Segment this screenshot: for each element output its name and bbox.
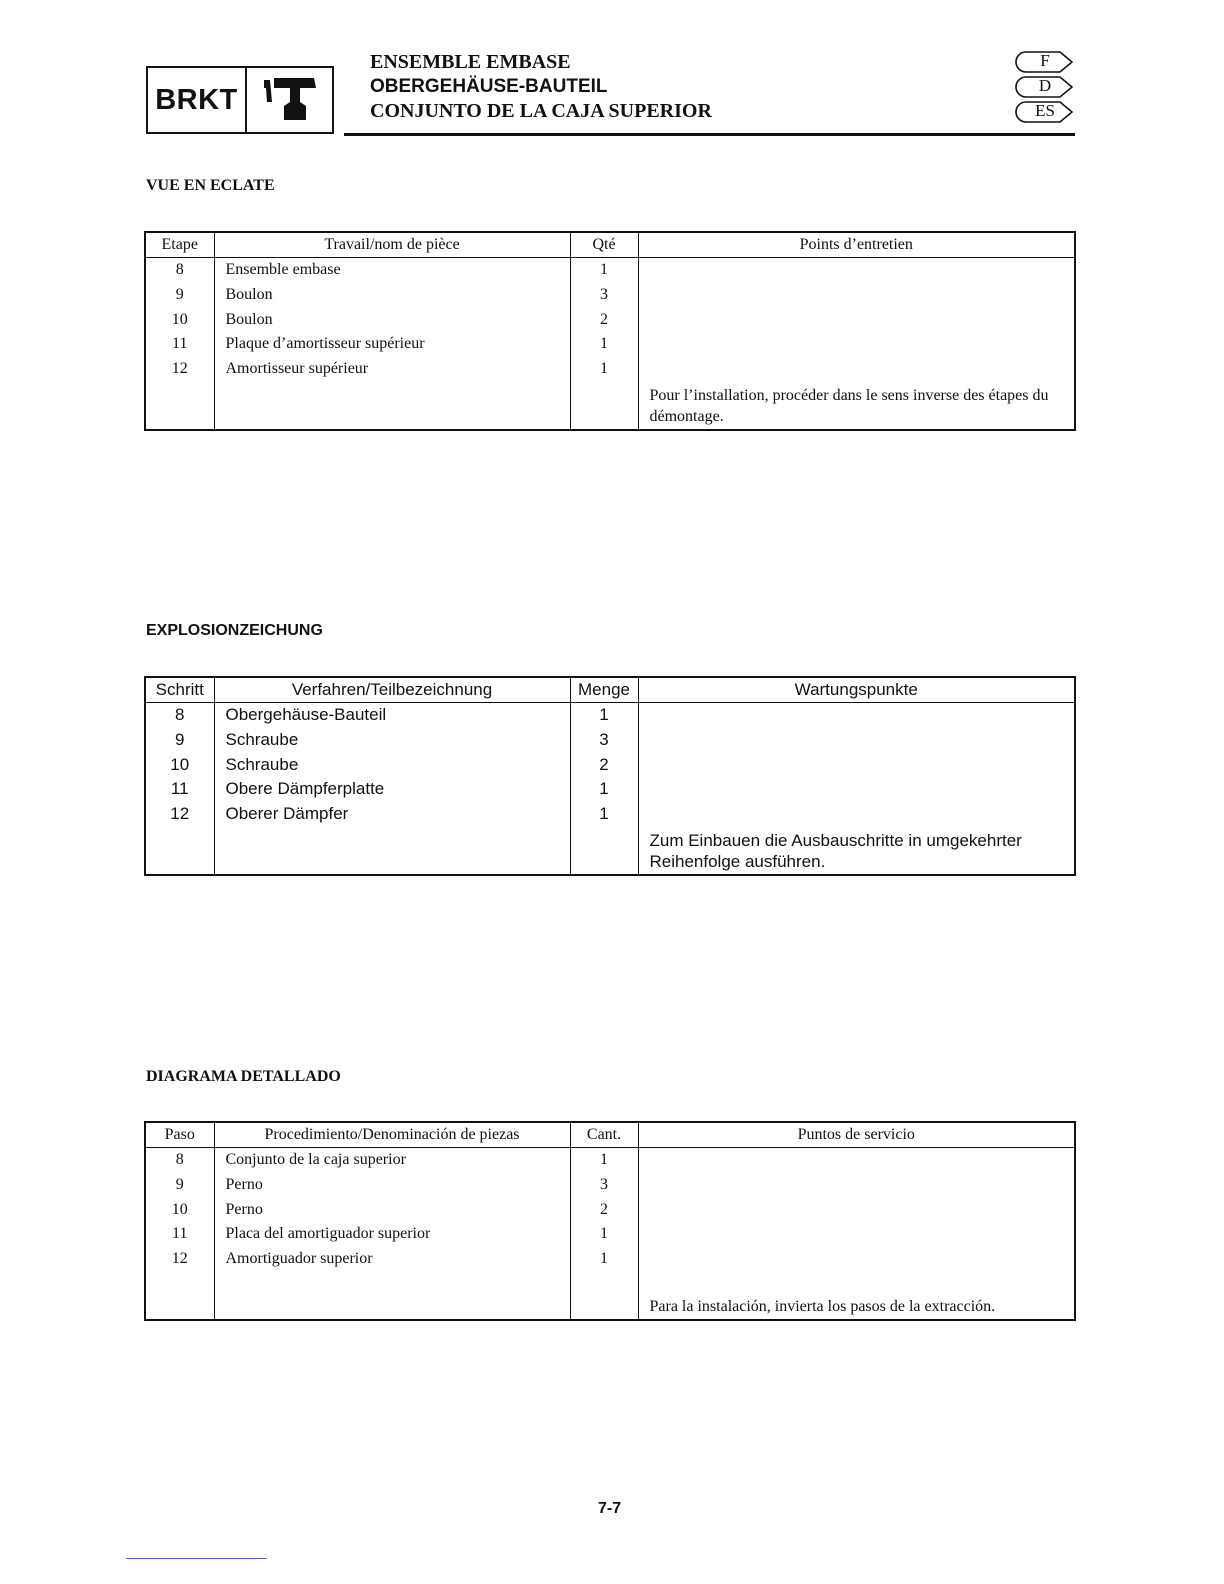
name-cell: Amortisseur supérieur: [214, 357, 570, 382]
table-header-row: [145, 232, 1075, 258]
step-cell: 10: [145, 307, 214, 332]
name-cell: Boulon: [214, 283, 570, 308]
parts-table-es: [144, 1121, 1076, 1321]
title-es: CONJUNTO DE LA CAJA SUPERIOR: [370, 100, 712, 122]
lower-unit-bracket-icon: [247, 68, 332, 132]
step-cell: 8: [145, 1148, 214, 1173]
service-note: Zum Einbauen die Ausbauschritte in umgekehrter Reihenfolge ausführen.: [638, 703, 1075, 876]
qty-cell: 3: [570, 283, 638, 308]
step-cell: 12: [145, 357, 214, 382]
name-cell: Conjunto de la caja superior: [214, 1148, 570, 1173]
step-cell: 9: [145, 728, 214, 753]
qty-cell: 1: [570, 357, 638, 382]
qty-cell: 1: [570, 703, 638, 728]
col-step: Schritt: [145, 677, 214, 703]
table-row: [145, 258, 1075, 283]
name-cell: Oberer Dämpfer: [214, 802, 570, 827]
col-name: Travail/nom de pièce: [214, 232, 570, 258]
table-row: [145, 1148, 1075, 1173]
name-cell: Boulon: [214, 307, 570, 332]
step-cell: 8: [145, 703, 214, 728]
name-cell: Amortiguador superior: [214, 1247, 570, 1272]
chapter-badge-label: BRKT: [148, 68, 247, 132]
qty-cell: 3: [570, 728, 638, 753]
language-tab-f: F: [1014, 50, 1074, 74]
qty-cell: 2: [570, 307, 638, 332]
name-cell: Placa del amortiguador superior: [214, 1222, 570, 1247]
chapter-badge: [146, 66, 334, 134]
qty-cell: 1: [570, 802, 638, 827]
qty-cell: 2: [570, 752, 638, 777]
col-points: Wartungspunkte: [638, 677, 1075, 703]
qty-cell: 1: [570, 332, 638, 357]
table-header-row: [145, 677, 1075, 703]
header-rule: [344, 133, 1075, 136]
name-cell: Schraube: [214, 752, 570, 777]
step-cell: 9: [145, 1173, 214, 1198]
service-note: Para la instalación, invierta los pasos de la extracción.: [638, 1148, 1075, 1321]
qty-cell: 2: [570, 1197, 638, 1222]
step-cell: 8: [145, 258, 214, 283]
title-de: OBERGEHÄUSE-BAUTEIL: [370, 76, 608, 97]
col-name: Verfahren/Teilbezeichnung: [214, 677, 570, 703]
name-cell: Schraube: [214, 728, 570, 753]
language-tab-es: ES: [1014, 100, 1074, 124]
step-cell: 10: [145, 1197, 214, 1222]
step-cell: 11: [145, 777, 214, 802]
parts-table-de: [144, 676, 1076, 876]
table-header-row: [145, 1122, 1075, 1148]
step-cell: 10: [145, 752, 214, 777]
language-tab-d: D: [1014, 75, 1074, 99]
step-cell: 11: [145, 1222, 214, 1247]
col-name: Procedimiento/Denominación de piezas: [214, 1122, 570, 1148]
table-row: [145, 703, 1075, 728]
step-cell: 9: [145, 283, 214, 308]
name-cell: Plaque d’amortisseur supérieur: [214, 332, 570, 357]
name-cell: Obere Dämpferplatte: [214, 777, 570, 802]
title-fr: ENSEMBLE EMBASE: [370, 51, 571, 73]
name-cell: Ensemble embase: [214, 258, 570, 283]
footnote-rule: [126, 1558, 267, 1559]
col-qty: Qté: [570, 232, 638, 258]
name-cell: Obergehäuse-Bauteil: [214, 703, 570, 728]
col-points: Points d’entretien: [638, 232, 1075, 258]
col-step: Etape: [145, 232, 214, 258]
section-title-de: EXPLOSIONZEICHUNG: [146, 622, 323, 639]
service-note: Pour l’installation, procéder dans le sens inverse des étapes du démontage.: [638, 258, 1075, 431]
qty-cell: 1: [570, 1222, 638, 1247]
qty-cell: 1: [570, 1148, 638, 1173]
step-cell: 11: [145, 332, 214, 357]
step-cell: 12: [145, 1247, 214, 1272]
name-cell: Perno: [214, 1173, 570, 1198]
page-number: 7-7: [598, 1500, 622, 1517]
qty-cell: 3: [570, 1173, 638, 1198]
section-title-fr: VUE EN ECLATE: [146, 177, 275, 194]
col-points: Puntos de servicio: [638, 1122, 1075, 1148]
qty-cell: 1: [570, 258, 638, 283]
col-qty: Cant.: [570, 1122, 638, 1148]
name-cell: Perno: [214, 1197, 570, 1222]
col-step: Paso: [145, 1122, 214, 1148]
parts-table-fr: [144, 231, 1076, 431]
section-title-es: DIAGRAMA DETALLADO: [146, 1068, 341, 1085]
qty-cell: 1: [570, 777, 638, 802]
step-cell: 12: [145, 802, 214, 827]
qty-cell: 1: [570, 1247, 638, 1272]
col-qty: Menge: [570, 677, 638, 703]
